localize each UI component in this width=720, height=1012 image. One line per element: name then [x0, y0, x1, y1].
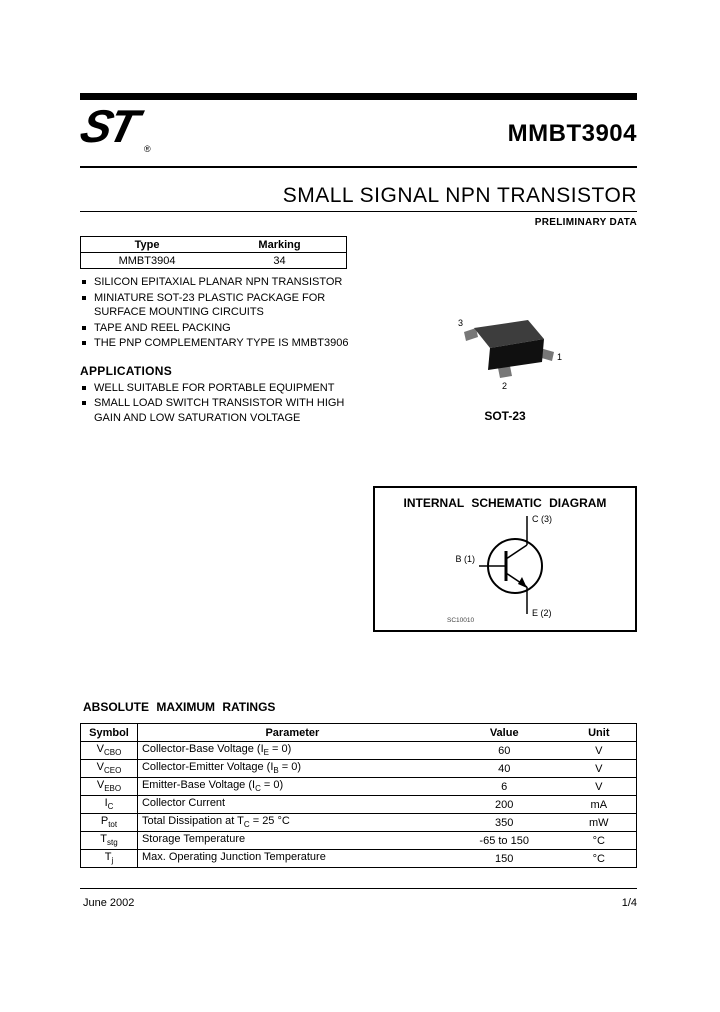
parameter-header: Parameter	[265, 726, 320, 739]
table-row	[81, 760, 637, 778]
header-divider	[80, 166, 637, 168]
table-row	[81, 778, 637, 796]
ratings-heading: ABSOLUTE MAXIMUM RATINGS	[83, 700, 276, 714]
registered-mark: ®	[144, 144, 151, 154]
npn-transistor-schematic	[375, 510, 635, 628]
st-logo	[75, 100, 162, 154]
rating-unit: V	[562, 742, 637, 760]
marking-value: 34	[273, 254, 286, 267]
preliminary-data-label: PRELIMINARY DATA	[534, 217, 637, 228]
list-item: THE PNP COMPLEMENTARY TYPE IS MMBT3906	[80, 336, 352, 351]
rating-value: 40	[447, 760, 562, 778]
rating-unit: mW	[562, 814, 637, 832]
footer-date: June 2002	[83, 897, 135, 909]
applications-heading: APPLICATIONS	[80, 363, 173, 378]
emitter-label: E (2)	[532, 608, 552, 618]
features-list	[80, 275, 352, 351]
pin-number-2: 2	[502, 381, 508, 391]
rating-value: 6	[447, 778, 562, 796]
sot23-package-drawing	[440, 312, 570, 392]
base-label: B (1)	[455, 554, 475, 564]
rating-parameter: Collector Current	[137, 796, 446, 814]
rating-symbol: $V_{EBO}$	[81, 778, 138, 796]
rating-symbol: $P_{tot}$	[81, 814, 138, 832]
table-row	[81, 850, 637, 868]
rating-parameter: Collector-Base Voltage $(I_E = 0)$	[137, 742, 446, 760]
rating-value: 200	[447, 796, 562, 814]
unit-header: Unit	[588, 726, 610, 739]
drawing-code: SC10010	[447, 617, 475, 624]
list-item: TAPE AND REEL PACKING	[80, 321, 352, 336]
emitter-arrow	[518, 577, 527, 588]
list-item: WELL SUITABLE FOR PORTABLE EQUIPMENT	[80, 381, 352, 396]
rating-symbol: $I_C$	[81, 796, 138, 814]
features-column	[80, 275, 352, 426]
internal-schematic-box	[373, 486, 637, 632]
pin-number-3: 3	[458, 318, 464, 328]
applications-list	[80, 381, 352, 426]
rating-symbol: $V_{CEO}$	[81, 760, 138, 778]
list-item: SMALL LOAD SWITCH TRANSISTOR WITH HIGH GAIN AND LOW SATURATION VOLTAGE	[80, 396, 352, 425]
rating-value: 350	[447, 814, 562, 832]
rating-parameter: Max. Operating Junction Temperature	[137, 850, 446, 868]
package-figure	[440, 312, 570, 423]
type-marking-table	[80, 236, 347, 269]
ratings-table	[80, 723, 637, 868]
table-row	[81, 814, 637, 832]
package-label: SOT-23	[484, 409, 526, 423]
collector-lead	[506, 545, 527, 559]
table-row	[81, 796, 637, 814]
title-divider	[80, 211, 637, 212]
collector-label: C (3)	[532, 514, 552, 524]
rating-value: 60	[447, 742, 562, 760]
type-header: Type	[81, 237, 214, 253]
rating-symbol: $V_{CBO}$	[81, 742, 138, 760]
rating-parameter: Collector-Emitter Voltage $(I_B = 0)$	[137, 760, 446, 778]
schematic-title: INTERNAL SCHEMATIC DIAGRAM	[403, 496, 607, 510]
table-row	[81, 253, 347, 269]
rating-symbol: $T_j$	[81, 850, 138, 868]
footer-divider	[80, 888, 637, 889]
rating-symbol: $T_{stg}$	[81, 832, 138, 850]
document-title: SMALL SIGNAL NPN TRANSISTOR	[282, 184, 637, 207]
part-number: MMBT3904	[507, 120, 637, 147]
st-logo-text: ST	[75, 100, 142, 152]
rating-value: 150	[447, 850, 562, 868]
rating-unit: °C	[562, 832, 637, 850]
rating-unit: V	[562, 778, 637, 796]
type-value: MMBT3904	[118, 254, 176, 267]
rating-parameter: Emitter-Base Voltage $(I_C = 0)$	[137, 778, 446, 796]
rating-unit: °C	[562, 850, 637, 868]
list-item: SILICON EPITAXIAL PLANAR NPN TRANSISTOR	[80, 275, 352, 290]
rating-unit: V	[562, 760, 637, 778]
symbol-header: Symbol	[81, 724, 138, 742]
ratings-header-row	[81, 724, 637, 742]
absolute-maximum-ratings-section	[80, 700, 637, 868]
marking-header: Marking	[213, 237, 346, 253]
rating-parameter: Storage Temperature	[137, 832, 446, 850]
pin-number-1: 1	[557, 352, 563, 362]
rating-parameter: Total Dissipation at $T_C = 25$ °C	[137, 814, 446, 832]
rating-value: -65 to 150	[447, 832, 562, 850]
table-row	[81, 742, 637, 760]
value-header: Value	[489, 726, 519, 739]
top-bar	[80, 93, 637, 100]
table-row	[81, 832, 637, 850]
footer-page-number: 1/4	[621, 897, 637, 909]
list-item: MINIATURE SOT-23 PLASTIC PACKAGE FOR SURFACE MOUNTING CIRCUITS	[80, 291, 352, 320]
rating-unit: mA	[562, 796, 637, 814]
